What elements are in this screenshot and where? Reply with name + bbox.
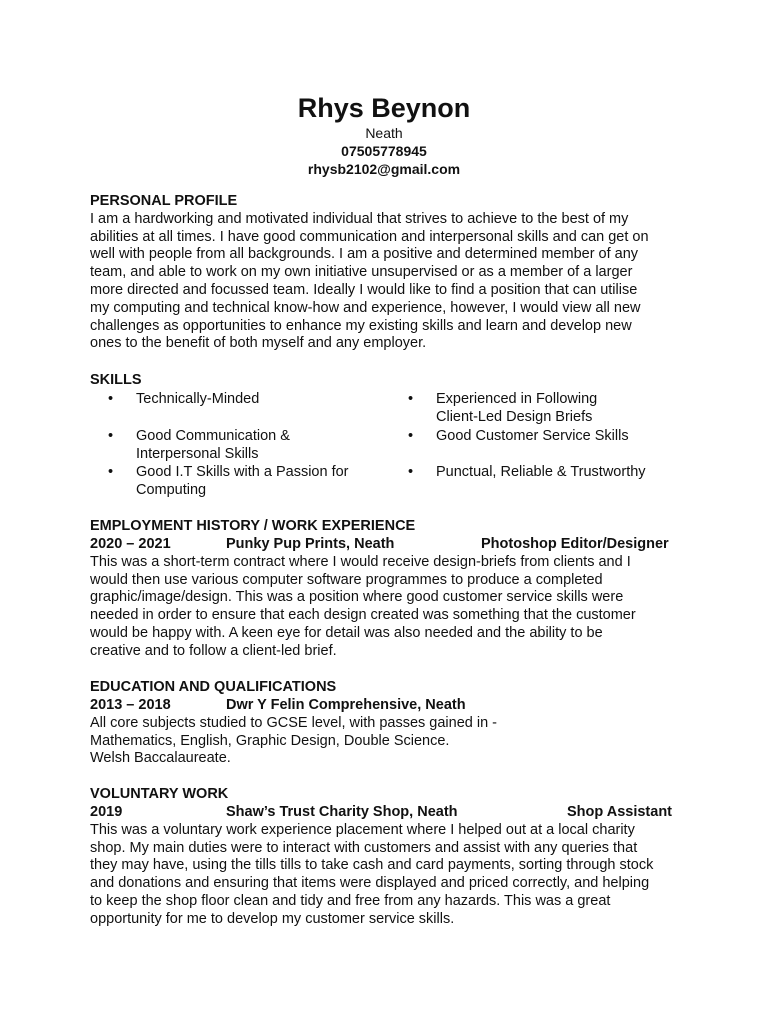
skill-text: Punctual, Reliable & Trustworthy <box>436 464 646 480</box>
employment-line: needed in order to ensure that each design created was something that the customer <box>90 607 636 624</box>
bullet-icon: • <box>108 428 114 444</box>
voluntary-paragraph <box>90 822 690 929</box>
employment-line: creative and to follow a client-led brief. <box>90 642 337 659</box>
profile-line: my computing and technical know-how and experience, however, I would view all new <box>90 299 641 316</box>
bullet-icon: • <box>408 428 414 444</box>
voluntary-role: Shop Assistant <box>567 803 673 820</box>
education-years: 2013 – 2018 <box>90 696 171 713</box>
bullet-icon: • <box>408 464 414 480</box>
voluntary-line: and donations and ensuring that items were displayed and priced correctly, and helping <box>90 875 650 892</box>
candidate-name: Rhys Beynon <box>297 93 471 123</box>
education-paragraph <box>90 715 690 768</box>
employment-line: This was a short-term contract where I would receive design-briefs from clients and I <box>90 553 631 570</box>
education-line: Mathematics, English, Graphic Design, Double Science. <box>90 732 450 749</box>
employment-line: graphic/image/design. This was a position where good customer service skills were <box>90 589 624 606</box>
profile-line: team, and able to work on my own initiative unsupervised or as a member of a larger <box>90 264 633 281</box>
profile-section <box>90 193 690 353</box>
voluntary-line: This was a voluntary work experience placement where I helped out at a local charity <box>90 821 635 838</box>
employment-role: Photoshop Editor/Designer <box>481 535 669 552</box>
profile-line: abilities at all times. I have good communication and interpersonal skills and can get on <box>90 228 649 245</box>
employment-paragraph <box>90 554 690 661</box>
profile-paragraph <box>90 211 690 353</box>
voluntary-line: shop. My main duties were to interact with customers and assist with any queries that <box>90 839 638 856</box>
cv-header <box>0 92 768 178</box>
education-heading: EDUCATION AND QUALIFICATIONS <box>90 679 337 695</box>
candidate-email: rhysb2102@gmail.com <box>307 161 461 177</box>
voluntary-section <box>90 786 690 929</box>
employment-place: Punky Pup Prints, Neath <box>226 535 395 552</box>
employment-heading: EMPLOYMENT HISTORY / WORK EXPERIENCE <box>90 518 416 534</box>
bullet-icon: • <box>108 391 114 407</box>
education-line: All core subjects studied to GCSE level, with passes gained in - <box>90 714 498 731</box>
candidate-town: Neath <box>365 125 403 141</box>
profile-line: ones to the benefit of both myself and any employer. <box>90 335 427 352</box>
voluntary-years: 2019 <box>90 803 123 820</box>
skills-section <box>90 372 690 390</box>
employment-row <box>90 536 690 554</box>
employment-line: would be happy with. A keen eye for detail was also needed and the ability to be <box>90 624 603 641</box>
profile-line: well with people from all backgrounds. I am a positive and determined member of any <box>90 246 639 263</box>
employment-line: would then use various computer software programmes to produce a completed <box>90 571 603 588</box>
profile-line: challenges as opportunities to enhance my existing skills and learn and develop new <box>90 317 632 334</box>
voluntary-line: to keep the shop floor clean and tidy and free from any hazards. This was a great <box>90 892 611 909</box>
skill-text: Good Customer Service Skills <box>436 428 629 444</box>
profile-line: I am a hardworking and motivated individual that strives to achieve to the best of my <box>90 210 629 227</box>
education-line: Welsh Baccalaureate. <box>90 750 231 767</box>
voluntary-row <box>90 804 690 822</box>
voluntary-heading: VOLUNTARY WORK <box>90 786 229 802</box>
skill-text: Experienced in Following Client-Led Design Briefs <box>436 391 598 425</box>
candidate-phone: 07505778945 <box>341 143 427 159</box>
employment-years: 2020 – 2021 <box>90 535 171 552</box>
skills-heading: SKILLS <box>90 372 142 388</box>
voluntary-place: Shaw’s Trust Charity Shop, Neath <box>226 803 458 820</box>
bullet-icon: • <box>408 391 414 407</box>
employment-section <box>90 518 690 661</box>
education-place: Dwr Y Felin Comprehensive, Neath <box>226 696 466 713</box>
education-section <box>90 679 690 768</box>
bullet-icon: • <box>108 464 114 480</box>
skill-text: Technically-Minded <box>136 391 260 407</box>
voluntary-line: they may have, using the tills tills to take cash and card payments, sorting through stock <box>90 857 654 874</box>
skill-text: Good Communication & Interpersonal Skills <box>136 428 290 462</box>
profile-line: more directed and focussed team. Ideally I would like to find a position that can utilise <box>90 281 638 298</box>
voluntary-line: opportunity for me to develop my customer service skills. <box>90 910 455 927</box>
education-row <box>90 697 690 715</box>
profile-heading: PERSONAL PROFILE <box>90 193 238 209</box>
skill-text: Good I.T Skills with a Passion for Computing <box>136 464 349 498</box>
